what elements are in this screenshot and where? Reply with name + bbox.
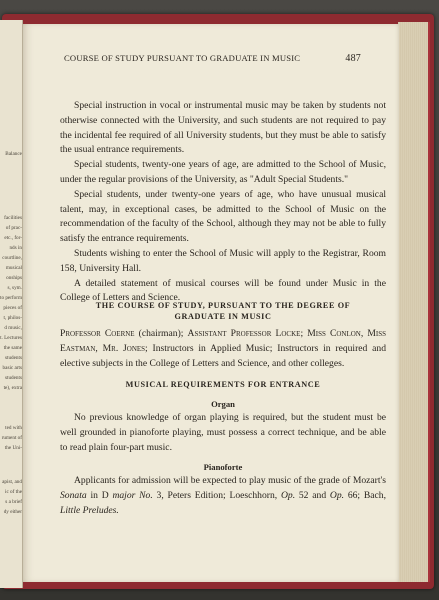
paragraph: Special instruction in vocal or instrumental music may be taken by students not otherwise connected with the University, and such students are not required to pay the incidental fee required of all University students, but they must be able to satisfy the usual entrance requirements. xyxy=(60,100,386,156)
fragment: apist, and xyxy=(2,479,22,485)
text-run: 66; Bach, xyxy=(344,489,387,501)
fragment: to perform xyxy=(0,295,23,301)
previous-page xyxy=(0,20,23,588)
fragment: dy either xyxy=(3,509,22,515)
fragment: the Uni- xyxy=(4,445,22,451)
text-run: 52 and xyxy=(295,489,330,501)
fragment: musical xyxy=(5,265,22,271)
requirements-heading: MUSICAL REQUIREMENTS FOR ENTRANCE xyxy=(125,380,321,389)
page-edges xyxy=(398,22,430,582)
italic-run: Sonata xyxy=(60,489,87,501)
paragraph: Special students, under twenty-one years of age, who have unusual musical talent, may, in exceptional cases, be admitted to the School of Music on the recommendation of the faculty of the School, although they may not be able to fully satisfy the entrance requirements. xyxy=(60,188,386,245)
fragment: basic arts xyxy=(2,365,22,371)
fragment: the same xyxy=(3,345,22,351)
faculty-paragraph xyxy=(60,327,386,371)
fragment: facilities xyxy=(4,215,22,221)
paragraph: Special students, twenty-one years of age, are admitted to the School of Music, under the regular provisions of the University, as "Adult Special Students." xyxy=(60,159,386,185)
organ-section xyxy=(60,411,386,455)
fragment: courtline, xyxy=(2,255,22,261)
faculty-role: ; Instructors in Applied Music; Instructors in required and elective subjects in the College of Letters and Science, and other colleges. xyxy=(60,342,386,369)
section-heading-line2: GRADUATE IN MUSIC xyxy=(174,312,272,321)
text-run: in D xyxy=(86,489,113,501)
pianoforte-paragraph xyxy=(60,474,386,518)
faculty-role: ; xyxy=(300,328,304,339)
faculty-text xyxy=(60,327,386,371)
fragment: ted with xyxy=(5,425,22,431)
section-heading xyxy=(60,300,386,322)
italic-run: Little Preludes. xyxy=(60,504,119,516)
section-heading-line1: THE COURSE OF STUDY, PURSUANT TO THE DEGREE OF xyxy=(95,301,351,310)
fragment: s, sym. xyxy=(7,285,22,291)
organ-heading: Organ xyxy=(211,399,235,409)
fragment: pieces of xyxy=(3,305,22,311)
pianoforte-section xyxy=(60,474,386,518)
fragment: nds in xyxy=(9,245,22,251)
fragment: rument of xyxy=(1,435,22,441)
faculty-role: (chairman); xyxy=(134,328,188,339)
fragment: students xyxy=(4,355,22,361)
faculty-name: Assistant Professor Locke xyxy=(187,328,301,339)
fragment: ic of the xyxy=(5,489,22,495)
italic-run: Op. xyxy=(280,489,296,501)
fragment: students xyxy=(4,375,22,381)
text-run: 3, Peters Edition; Loeschhorn, xyxy=(152,489,281,501)
paragraph: A detailed statement of musical courses will be found under Music in the College of Letters and Science. xyxy=(60,277,386,304)
paragraph: Students wishing to enter the School of Music will apply to the Registrar, Room 158, University Hall. xyxy=(60,247,386,274)
fragment: etc., for- xyxy=(4,235,22,241)
fragment: d music, xyxy=(4,325,22,331)
faculty-name: Professor Coerne xyxy=(60,328,135,339)
organ-paragraph: No previous knowledge of organ playing is required, but the student must be well grounded in pianoforte playing, must possess a correct technique, and be able to read plain four-part music. xyxy=(60,412,386,453)
italic-run: Op. xyxy=(329,489,345,501)
fragment: te), extra xyxy=(3,385,22,391)
pianoforte-heading: Pianoforte xyxy=(203,462,243,472)
intro-section xyxy=(60,99,386,306)
page-number: 487 xyxy=(345,53,361,64)
fragment: Balance xyxy=(5,151,22,157)
fragment: s a brief xyxy=(5,499,22,505)
faculty-name: Miss Conlon, Miss Eastman, Mr. Jones xyxy=(60,328,387,354)
text-run: Applicants for admission will be expected to play music of the grade of Mozart's xyxy=(74,475,386,486)
fragment: onships xyxy=(6,275,22,281)
fragment: of prac- xyxy=(5,225,22,231)
italic-run: major No. xyxy=(112,489,153,501)
fragment: t, philos- xyxy=(3,315,22,321)
running-title: COURSE OF STUDY PURSUANT TO GRADUATE IN MUSIC xyxy=(64,53,301,63)
fragment: t. Lectures xyxy=(0,335,22,341)
